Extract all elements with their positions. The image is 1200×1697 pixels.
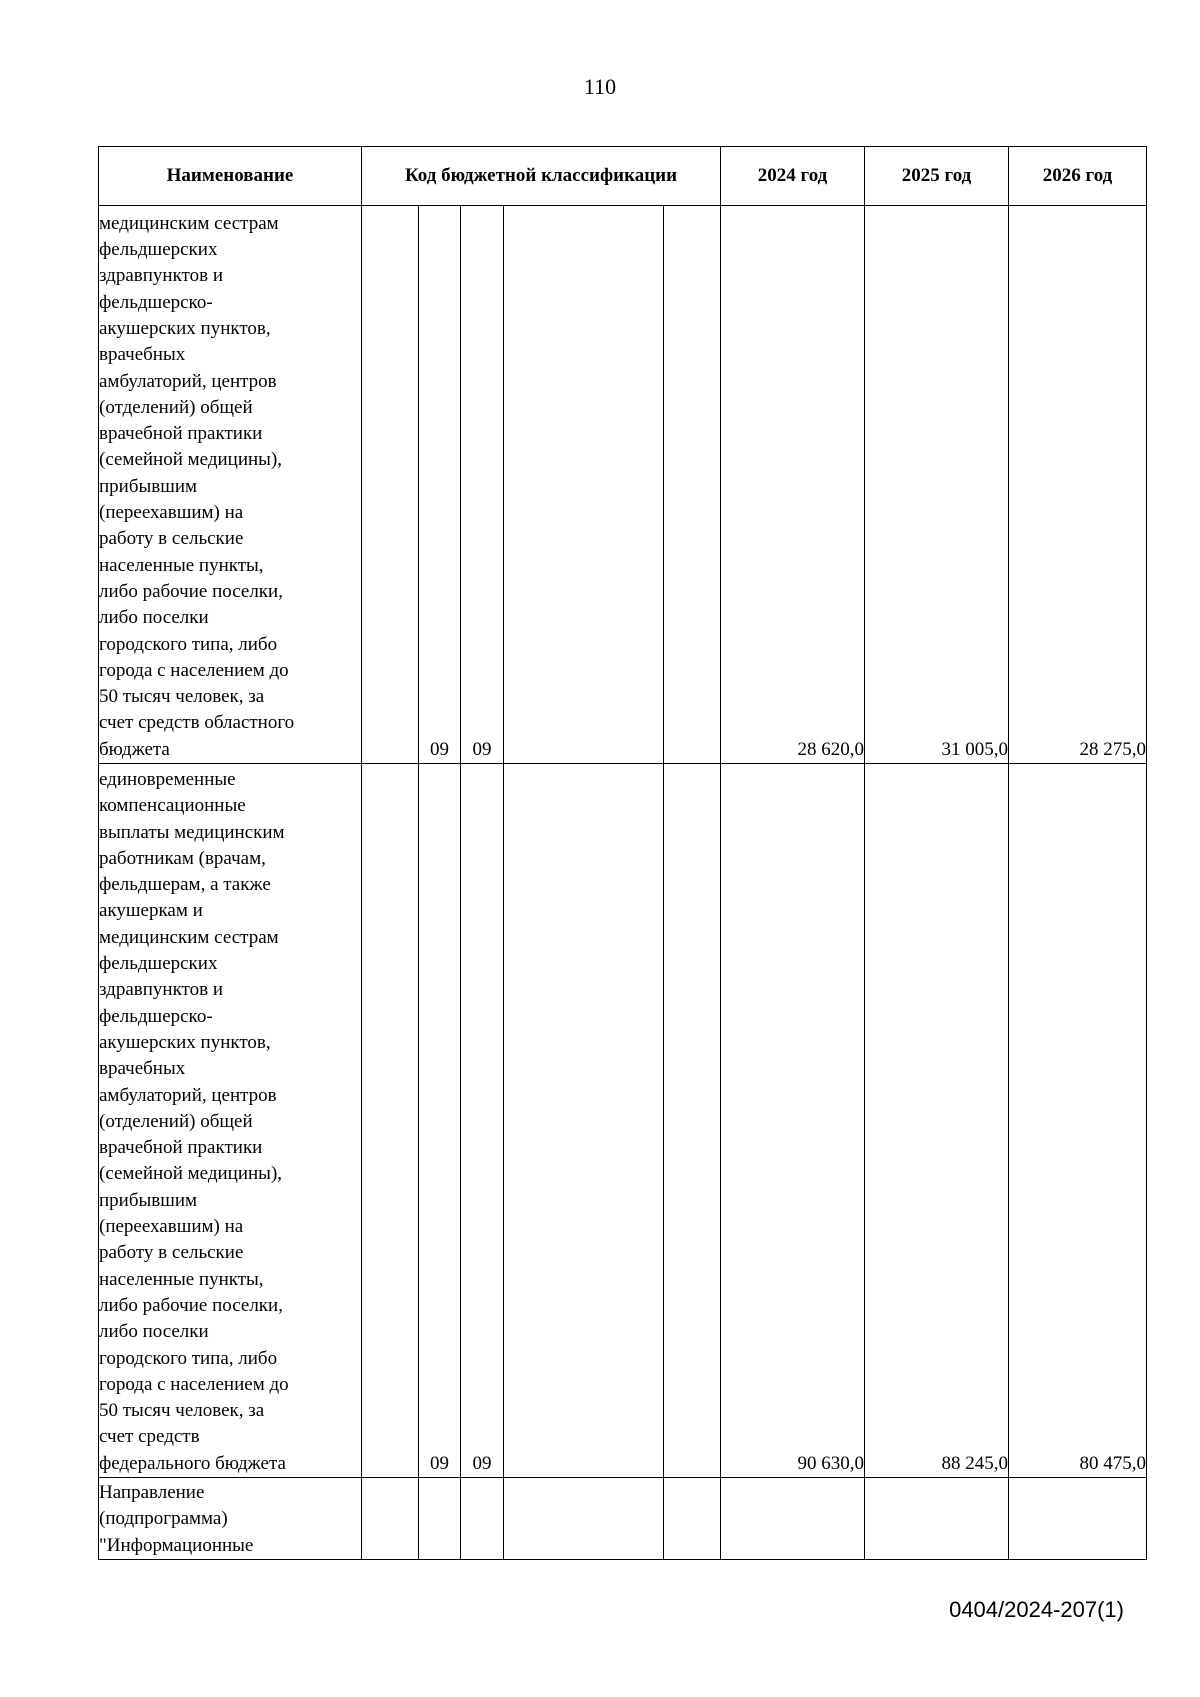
row-name: медицинским сестрам фельдшерских здравпунктов и фельдшерско- акушерских пунктов, врачебных амбулаторий, центров (отделений) общей врачебной практики (семейной медицины), прибывшим (переехавшим) на работу в сельские населенные пункты, либо рабочие поселки, либо поселки городского типа, либо города с населением до 50 тысяч человек, за счет средств областного бюджета bbox=[99, 206, 362, 764]
code-cell bbox=[664, 206, 721, 764]
amount-2025: 31 005,0 bbox=[865, 206, 1009, 764]
amount-2026: 80 475,0 bbox=[1009, 764, 1147, 1478]
code-cell bbox=[504, 1478, 664, 1560]
table-row bbox=[99, 764, 1147, 1478]
amount-2025: 88 245,0 bbox=[865, 764, 1009, 1478]
header-2026: 2026 год bbox=[1009, 147, 1147, 206]
code-cell bbox=[461, 1478, 504, 1560]
page-number: 110 bbox=[583, 74, 617, 99]
table-row bbox=[99, 1478, 1147, 1560]
header-2025: 2025 год bbox=[865, 147, 1009, 206]
amount-2026 bbox=[1009, 1478, 1147, 1560]
code-cell: 09 bbox=[461, 764, 504, 1478]
code-cell bbox=[664, 1478, 721, 1560]
amount-2024 bbox=[721, 1478, 865, 1560]
budget-table bbox=[98, 146, 1147, 1560]
code-cell: 09 bbox=[461, 206, 504, 764]
header-code: Код бюджетной классификации bbox=[362, 147, 721, 206]
header-2024: 2024 год bbox=[721, 147, 865, 206]
amount-2024: 90 630,0 bbox=[721, 764, 865, 1478]
code-cell: 09 bbox=[419, 206, 461, 764]
header-name: Наименование bbox=[99, 147, 362, 206]
code-cell bbox=[504, 206, 664, 764]
row-name: единовременные компенсационные выплаты медицинским работникам (врачам, фельдшерам, а также акушеркам и медицинским сестрам фельдшерских здравпунктов и фельдшерско- акушерских пунктов, врачебных амбулаторий, центров (отделений) общей врачебной практики (семейной медицины), прибывшим (переехавшим) на работу в сельские населенные пункты, либо рабочие поселки, либо поселки городского типа, либо города с населением до 50 тысяч человек, за счет средств федерального бюджета bbox=[99, 764, 362, 1478]
code-cell bbox=[362, 206, 419, 764]
row-name: Направление (подпрограмма) "Информационные bbox=[99, 1478, 362, 1560]
document-code: 0404/2024-207(1) bbox=[949, 1597, 1124, 1622]
amount-2025 bbox=[865, 1478, 1009, 1560]
code-cell bbox=[504, 764, 664, 1478]
amount-2024: 28 620,0 bbox=[721, 206, 865, 764]
code-cell bbox=[362, 1478, 419, 1560]
amount-2026: 28 275,0 bbox=[1009, 206, 1147, 764]
code-cell bbox=[419, 1478, 461, 1560]
table-row bbox=[99, 206, 1147, 764]
code-cell: 09 bbox=[419, 764, 461, 1478]
table-header-row bbox=[99, 147, 1147, 206]
code-cell bbox=[362, 764, 419, 1478]
code-cell bbox=[664, 764, 721, 1478]
